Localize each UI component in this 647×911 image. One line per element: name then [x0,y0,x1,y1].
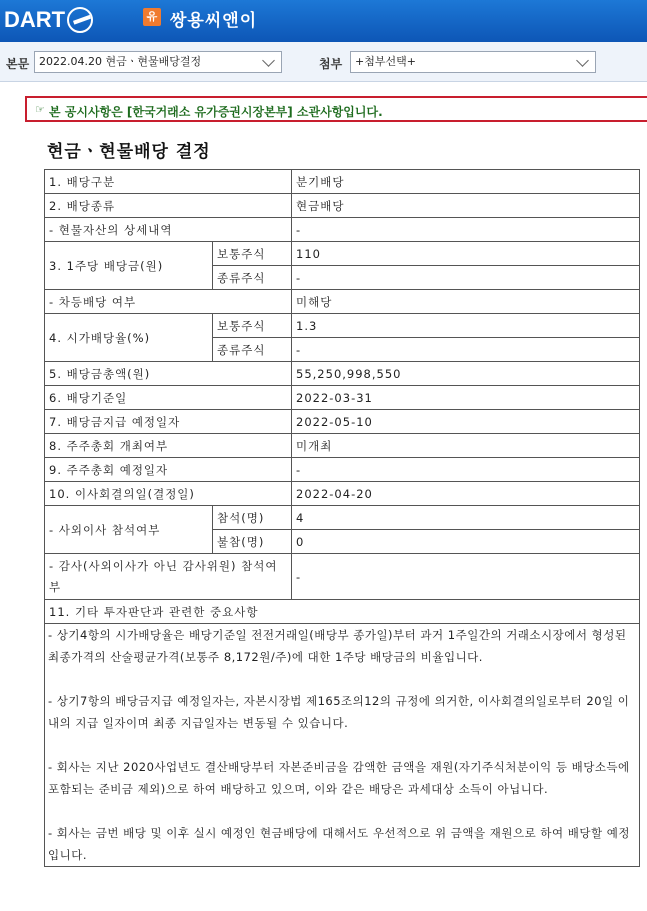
row-value: 분기배당 [292,170,640,194]
table-row [45,218,640,242]
chevron-down-icon [576,54,589,67]
row-label: 10. 이사회결의일(결정일) [45,482,292,506]
note-paragraph: - 회사는 금번 배당 및 이후 실시 예정인 현금배당에 대해서도 우선적으로 위 금액을 재원으로 하여 배당할 예정입니다. [48,826,630,862]
row-label: 9. 주주총회 예정일자 [45,458,292,482]
attach-select-value: +첨부선택+ [355,55,416,68]
notes-cell [45,624,640,867]
row-label: 7. 배당금지급 예정일자 [45,410,292,434]
row-sublabel: 참석(명) [213,506,292,530]
row-value: 55,250,998,550 [292,362,640,386]
row-label: 6. 배당기준일 [45,386,292,410]
notice-text: 본 공시사항은 [한국거래소 유가증권시장본부] 소관사항입니다. [49,105,383,119]
row-label: 8. 주주총회 개최여부 [45,434,292,458]
row-label: - 현물자산의 상세내역 [45,218,292,242]
row-label: - 감사(사외이사가 아닌 감사위원) 참석여부 [45,554,292,600]
row-label: 1. 배당구분 [45,170,292,194]
attach-label: 첨부 [319,57,343,71]
row-value: - [292,554,640,600]
table-row [45,434,640,458]
table-row [45,482,640,506]
row-sublabel: 종류주식 [213,338,292,362]
row-label: - 사외이사 참석여부 [45,506,213,554]
row-value: 110 [292,242,640,266]
table-row [45,362,640,386]
dart-logo[interactable] [4,6,93,34]
row-label: 5. 배당금총액(원) [45,362,292,386]
row-value: 2022-04-20 [292,482,640,506]
note-paragraph: - 상기7항의 배당금지급 예정일자는, 자본시장법 제165조의12의 규정에 의거한, 이사회결의일로부터 20일 이내의 지급 일자이며 최종 지급일자는 변동될 수 있습니다. [48,694,630,730]
row-sublabel: 종류주식 [213,266,292,290]
report-label: 본문 [6,57,30,71]
row-value: 4 [292,506,640,530]
table-row [45,600,640,624]
row-value: - [292,266,640,290]
document-title: 현금ㆍ현물배당 결정 [47,142,211,162]
dividend-table [44,169,640,867]
table-row [45,290,640,314]
chevron-down-icon [262,54,275,67]
row-label: 4. 시가배당율(%) [45,314,213,362]
note-paragraph: - 상기4항의 시가배당율은 배당기준일 전전거래일(배당부 종가일)부터 과거 1주일간의 거래소시장에서 형성된 최종가격의 산술평균가격(보통주 8,172원/주)에 대한 1주당 배당금의 비율입니다. [48,628,627,664]
row-label: 3. 1주당 배당금(원) [45,242,213,290]
table-row [45,170,640,194]
table-row [45,624,640,867]
notice-box [25,96,647,122]
report-select[interactable] [34,51,282,73]
row-value: 미해당 [292,290,640,314]
market-badge: 유 [143,8,161,26]
table-row [45,506,640,530]
row-sublabel: 보통주식 [213,242,292,266]
pointing-hand-icon: ☞ [35,103,45,116]
note-paragraph: - 회사는 지난 2020사업년도 결산배당부터 자본준비금을 감액한 금액을 재원(자기주식처분이익 등 배당소득에 포함되는 준비금 제외)으로 하여 배당하고 있으며, 이와 같은 배당은 과세대상 소득이 아닙니다. [48,760,630,796]
table-row [45,242,640,266]
table-row [45,386,640,410]
toolbar [0,42,647,82]
report-select-value: 2022.04.20 현금ㆍ현물배당결정 [39,55,202,68]
table-row [45,554,640,600]
attach-select[interactable] [350,51,596,73]
row-value: - [292,338,640,362]
table-row [45,314,640,338]
company-name: 쌍용씨앤이 [170,11,258,31]
row-label: - 차등배당 여부 [45,290,292,314]
logo-text: DART [4,7,66,32]
app-header [0,0,647,42]
row-value: 0 [292,530,640,554]
row-value: 1.3 [292,314,640,338]
row-value: 2022-03-31 [292,386,640,410]
row-label: 11. 기타 투자판단과 관련한 중요사항 [45,600,640,624]
table-row [45,458,640,482]
row-value: 현금배당 [292,194,640,218]
row-value: 미개최 [292,434,640,458]
row-label: 2. 배당종류 [45,194,292,218]
row-sublabel: 보통주식 [213,314,292,338]
row-value: - [292,218,640,242]
row-value: 2022-05-10 [292,410,640,434]
row-value: - [292,458,640,482]
table-row [45,194,640,218]
row-sublabel: 불참(명) [213,530,292,554]
logo-mark-icon [67,7,93,33]
table-row [45,410,640,434]
